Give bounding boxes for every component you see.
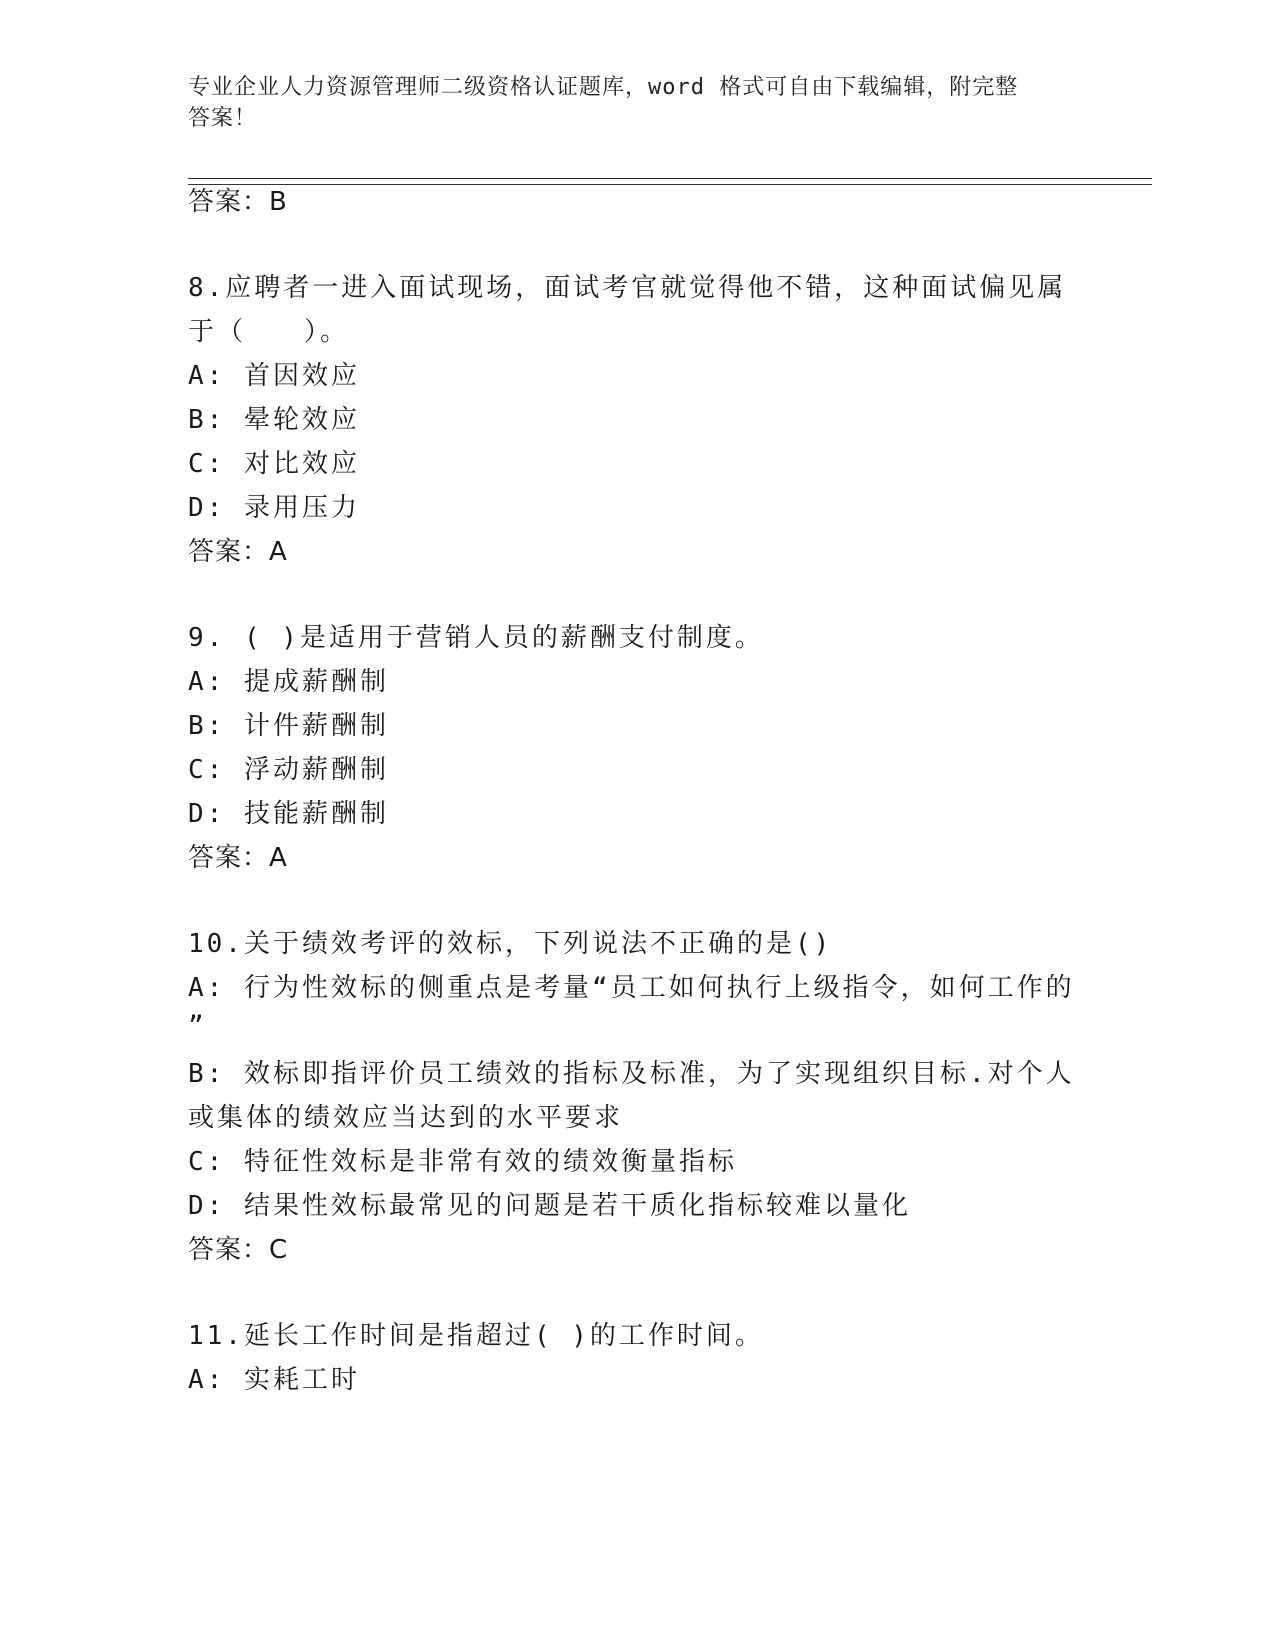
q9-answer: 答案：A	[188, 843, 288, 873]
q9-option-d: D: 技能薪酬制	[188, 799, 389, 829]
header-line-1: 专业企业人力资源管理师二级资格认证题库，word 格式可自由下载编辑，附完整	[188, 75, 1019, 100]
q9-stem: 9. ( )是适用于营销人员的薪酬支付制度。	[188, 623, 764, 653]
header-line-2: 答案！	[188, 106, 258, 131]
q10-option-a-line-2: ”	[188, 1011, 207, 1041]
document-header	[188, 72, 1068, 134]
q9-option-c: C: 浮动薪酬制	[188, 755, 389, 785]
q8-option-d: D: 录用压力	[188, 493, 360, 523]
q10-option-b-line-2: 或集体的绩效应当达到的水平要求	[188, 1103, 624, 1133]
q8-option-a: A: 首因效应	[188, 361, 360, 391]
q10-option-d: D: 结果性效标最常见的问题是若干质化指标较难以量化	[188, 1191, 911, 1221]
q8-stem-line-2: 于（ ）。	[188, 317, 350, 347]
q9-option-b: B: 计件薪酬制	[188, 711, 389, 741]
header-divider	[188, 178, 1152, 185]
q8-option-b: B: 晕轮效应	[188, 405, 360, 435]
q8-answer: 答案：A	[188, 537, 288, 567]
q10-option-c: C: 特征性效标是非常有效的绩效衡量指标	[188, 1147, 737, 1177]
q10-option-a-line-1: A: 行为性效标的侧重点是考量“员工如何执行上级指令，如何工作的	[188, 973, 1075, 1003]
q10-option-b-line-1: B: 效标即指评价员工绩效的指标及标准，为了实现组织目标.对个人	[188, 1059, 1075, 1089]
q11-option-a: A: 实耗工时	[188, 1365, 360, 1395]
q11-stem: 11.延长工作时间是指超过( )的工作时间。	[188, 1321, 764, 1351]
q8-option-c: C: 对比效应	[188, 449, 360, 479]
q10-stem: 10.关于绩效考评的效标，下列说法不正确的是()	[188, 929, 833, 959]
q10-answer: 答案：C	[188, 1235, 289, 1265]
q8-stem-line-1: 8.应聘者一进入面试现场，面试考官就觉得他不错，这种面试偏见属	[188, 273, 1067, 303]
answer-previous: 答案：B	[188, 187, 288, 217]
q9-option-a: A: 提成薪酬制	[188, 667, 389, 697]
